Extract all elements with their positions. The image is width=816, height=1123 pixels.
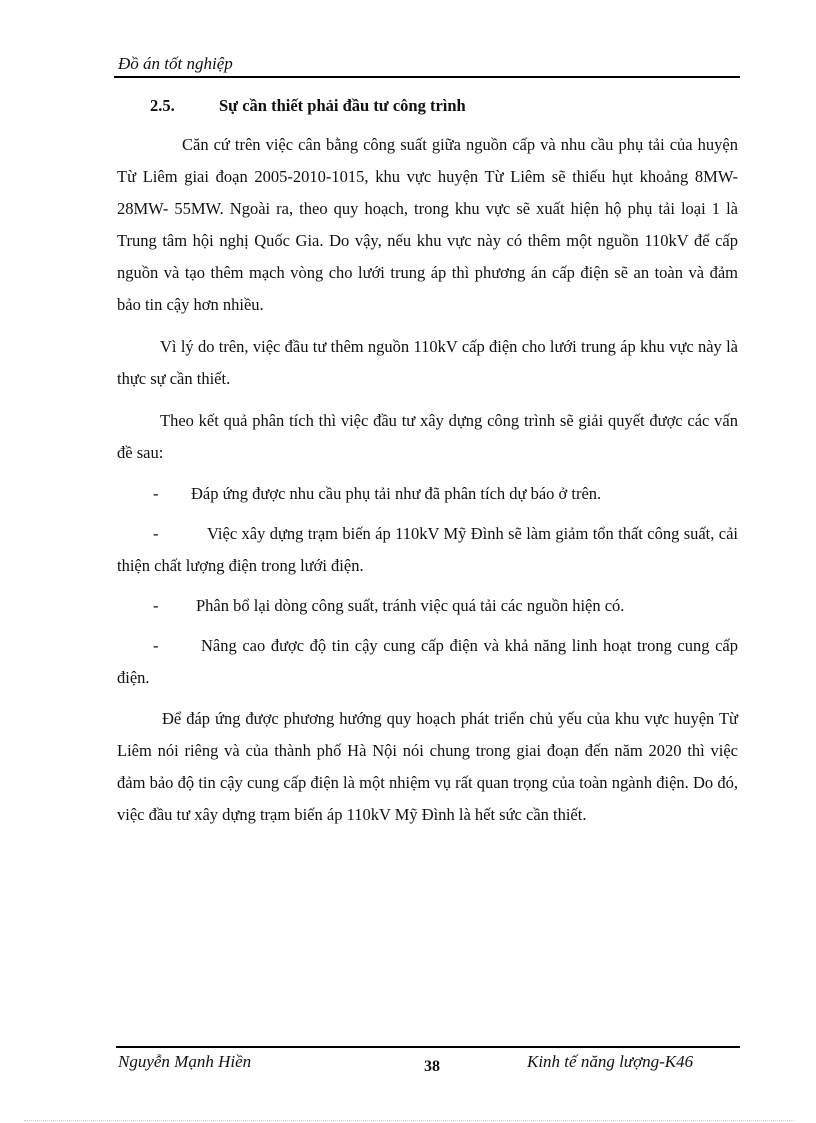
bullet-dash: - [153, 636, 159, 655]
footer-author: Nguyễn Mạnh Hiền [118, 1052, 252, 1071]
paragraph-2: Vì lý do trên, việc đầu tư thêm nguồn 110kV cấp điện cho lưới trung áp khu vực này là thực sự cần thiết. [117, 337, 738, 388]
page-edge [24, 1120, 794, 1121]
header-title: Đồ án tốt nghiệp [118, 54, 233, 73]
bullet-item-3: Phân bổ lại dòng công suất, tránh việc quá tải các nguồn hiện có. [196, 596, 625, 615]
bullet-item-1: Đáp ứng được nhu cầu phụ tải như đã phân tích dự báo ở trên. [191, 484, 602, 503]
footer-divider [116, 1046, 740, 1048]
bullet-dash: - [153, 484, 159, 503]
footer-course: Kinh tế năng lượng-K46 [527, 1052, 694, 1071]
paragraph-conclusion: Để đáp ứng được phương hướng quy hoạch phát triển chủ yếu của khu vực huyện Từ Liêm nói riêng và của thành phố Hà Nội nói chung trong giai đoạn đến năm 2020 thì việc đảm bảo độ tin cậy cung cấp điện là một nhiệm vụ rất quan trọng của toàn ngành điện. Do đó, việc đầu tư xây dựng trạm biến áp 110kV Mỹ Đình là hết sức cần thiết. [117, 709, 738, 824]
page-number: 38 [424, 1058, 440, 1075]
bullet-item-2: Việc xây dựng trạm biến áp 110kV Mỹ Đình sẽ làm giảm tổn thất công suất, cải thiện chất lượng điện trong lưới điện. [117, 524, 738, 575]
bullet-item-4: Nâng cao được độ tin cậy cung cấp điện và khả năng linh hoạt trong cung cấp điện. [117, 636, 738, 687]
header-divider [114, 76, 740, 78]
bullet-dash: - [153, 596, 159, 615]
paragraph-1: Căn cứ trên việc cân bằng công suất giữa nguồn cấp và nhu cầu phụ tải của huyện Từ Liêm giai đoạn 2005-2010-1015, khu vực huyện Từ Liêm sẽ thiếu hụt khoảng 8MW- 28MW- 55MW. Ngoài ra, theo quy hoạch, trong khu vực sẽ xuất hiện hộ phụ tải loại 1 là Trung tâm hội nghị Quốc Gia. Do vậy, nếu khu vực này có thêm một nguồn 110kV để cấp nguồn và tạo thêm mạch vòng cho lưới trung áp thì phương án cấp điện sẽ an toàn và đảm bảo tin cậy hơn nhiều. [117, 135, 738, 314]
paragraph-3: Theo kết quả phân tích thì việc đầu tư xây dựng công trình sẽ giải quyết được các vấn đề sau: [117, 411, 738, 462]
section-number: 2.5. [150, 96, 175, 115]
section-title: Sự cần thiết phải đầu tư công trình [219, 96, 466, 115]
bullet-dash: - [153, 524, 159, 543]
